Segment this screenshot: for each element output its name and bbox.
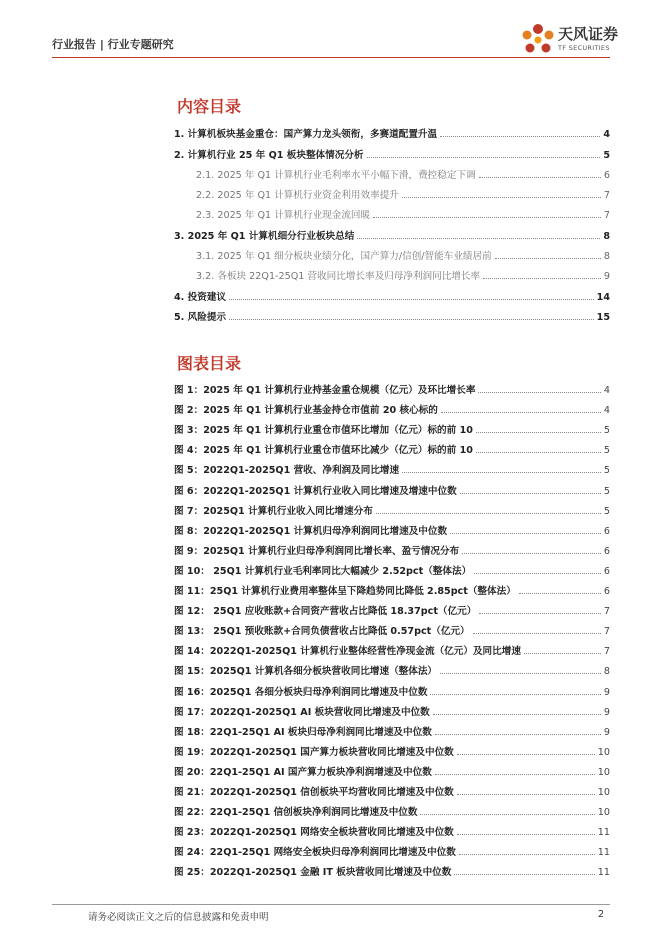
figures-list (174, 376, 610, 878)
dot-leader (478, 392, 600, 393)
figure-entry-page: 5 (603, 465, 610, 477)
figure-entry-text: 图 13： 25Q1 预收账款+合同负债营收占比降低 0.57pct（亿元） (174, 626, 470, 638)
figure-entry-page: 6 (603, 525, 610, 537)
dot-leader (402, 472, 601, 473)
figure-entry[interactable] (174, 497, 610, 517)
figure-entry-text: 图 15：2025Q1 计算机各细分板块营收同比增速（整体法） (174, 666, 438, 678)
toc-entry-page: 9 (603, 271, 610, 283)
figure-entry[interactable] (174, 416, 610, 436)
figure-entry-text: 图 1：2025 年 Q1 计算机行业持基金重仓规模（亿元）及环比增长率 (174, 385, 476, 397)
figure-entry-page: 5 (603, 445, 610, 457)
dot-leader (433, 714, 601, 715)
toc-entry-text: 3.2. 各板块 22Q1-25Q1 营收同比增长率及归母净利润同比增长率 (196, 271, 481, 283)
figure-entry-text: 图 18：22Q1-25Q1 AI 板块归母净利润同比增速及中位数 (174, 726, 432, 738)
toc-entry[interactable] (174, 282, 610, 302)
toc-entry-text: 2.3. 2025 年 Q1 计算机行业现金流回暖 (196, 210, 371, 222)
dot-leader (495, 258, 601, 259)
page-number: 2 (598, 909, 605, 920)
dot-leader (229, 299, 594, 300)
toc-entry-text: 2.1. 2025 年 Q1 计算机行业毛利率水平小幅下滑，费控稳定下调 (196, 169, 476, 181)
toc-entry-text: 3.1. 2025 年 Q1 细分板块业绩分化，国产算力/信创/智能车业绩居前 (196, 251, 492, 263)
dot-leader (483, 278, 601, 279)
header-divider (52, 57, 610, 58)
figure-entry-text: 图 23：2022Q1-2025Q1 网络安全板块营收同比增速及中位数 (174, 827, 454, 839)
figure-entry-text: 图 3：2025 年 Q1 计算机行业重仓市值环比增加（亿元）标的前 10 (174, 425, 473, 437)
toc-entry[interactable] (174, 221, 610, 241)
toc-entry-page: 6 (603, 169, 610, 181)
dot-leader (440, 136, 600, 137)
figure-entry-text: 图 10： 25Q1 计算机行业毛利率同比大幅减少 2.52pct（整体法） (174, 565, 472, 577)
figure-entry[interactable] (174, 718, 610, 738)
figure-entry-text: 图 6：2022Q1-2025Q1 计算机行业收入同比增速及增速中位数 (174, 485, 457, 497)
figure-entry-page: 8 (603, 666, 610, 678)
contents-title: 内容目录 (177, 97, 242, 116)
toc-entry[interactable] (174, 181, 610, 201)
figure-entry-text: 图 12： 25Q1 应收账款+合同资产营收占比降低 18.37pct（亿元） (174, 606, 477, 618)
figure-entry-text: 图 11：25Q1 计算机行业费用率整体呈下降趋势同比降低 2.85pct（整体法） (174, 586, 516, 598)
figure-entry[interactable] (174, 818, 610, 838)
dot-leader (430, 694, 600, 695)
brand-name: 天风证券 (558, 25, 619, 43)
dot-leader (376, 513, 601, 514)
figure-entry-text: 图 16：2025Q1 各细分板块归母净利润同比增速及中位数 (174, 686, 428, 698)
toc-entry-page: 14 (596, 291, 610, 303)
dot-leader (457, 834, 595, 835)
figures-title: 图表目录 (177, 354, 242, 373)
toc-entry[interactable] (174, 120, 610, 140)
dot-leader (457, 754, 595, 755)
figure-entry[interactable] (174, 517, 610, 537)
figure-entry-page: 4 (603, 405, 610, 417)
figure-entry-page: 9 (603, 726, 610, 738)
figure-entry-page: 10 (597, 766, 610, 778)
dot-leader (479, 613, 601, 614)
dot-leader (435, 734, 601, 735)
figure-entry[interactable] (174, 698, 610, 718)
figure-entry-text: 图 17：2022Q1-2025Q1 AI 板块营收同比增速及中位数 (174, 706, 430, 718)
figure-entry-text: 图 25：2022Q1-2025Q1 金融 IT 板块营收同比增速及中位数 (174, 867, 452, 879)
figure-entry-page: 5 (603, 425, 610, 437)
figure-entry[interactable] (174, 738, 610, 758)
dot-leader (460, 493, 601, 494)
figure-entry-page: 11 (597, 867, 610, 879)
figure-entry[interactable] (174, 436, 610, 456)
dot-leader (441, 412, 601, 413)
dot-leader (440, 673, 601, 674)
dot-leader (462, 553, 601, 554)
figure-entry[interactable] (174, 677, 610, 697)
footer-divider (52, 904, 610, 905)
footer-disclaimer: 请务必阅读正文之后的信息披露和免责申明 (88, 912, 269, 923)
figure-entry[interactable] (174, 858, 610, 878)
figure-entry-page: 11 (597, 827, 610, 839)
figure-entry-text: 图 20：22Q1-25Q1 AI 国产算力板块净利润增速及中位数 (174, 766, 432, 778)
dot-leader (357, 238, 600, 239)
figure-entry[interactable] (174, 396, 610, 416)
figure-entry[interactable] (174, 577, 610, 597)
figure-entry-text: 图 4：2025 年 Q1 计算机行业重仓市值环比减少（亿元）标的前 10 (174, 445, 473, 457)
report-category: 行业报告 | 行业专题研究 (52, 38, 174, 51)
figure-entry[interactable] (174, 798, 610, 818)
dot-leader (459, 854, 595, 855)
figure-entry-page: 9 (603, 706, 610, 718)
toc-entry-text: 2. 计算机行业 25 年 Q1 板块整体情况分析 (174, 149, 364, 161)
figure-entry-page: 10 (597, 786, 610, 798)
toc-entry-text: 3. 2025 年 Q1 计算机细分行业板块总结 (174, 230, 355, 242)
dot-leader (519, 593, 601, 594)
dot-leader (373, 217, 601, 218)
figure-entry-page: 10 (597, 746, 610, 758)
toc-entry-page: 15 (596, 311, 610, 323)
toc-entry-page: 8 (603, 230, 610, 242)
figure-entry[interactable] (174, 637, 610, 657)
dot-leader (476, 432, 601, 433)
toc-entry-page: 5 (603, 149, 610, 161)
contents-list (174, 120, 610, 323)
figure-entry[interactable] (174, 476, 610, 496)
figure-entry-page: 6 (603, 586, 610, 598)
figure-entry-text: 图 2：2025 年 Q1 计算机行业基金持仓市值前 20 核心标的 (174, 405, 438, 417)
figure-entry[interactable] (174, 557, 610, 577)
figure-entry[interactable] (174, 456, 610, 476)
figure-entry-text: 图 24：22Q1-25Q1 网络安全板块归母净利润同比增速及中位数 (174, 847, 456, 859)
figure-entry-page: 11 (597, 847, 610, 859)
figure-entry-text: 图 14：2022Q1-2025Q1 计算机行业整体经营性净现金流（亿元）及同比增速 (174, 646, 521, 658)
figure-entry[interactable] (174, 778, 610, 798)
dot-leader (229, 319, 594, 320)
dot-leader (420, 814, 594, 815)
figure-entry-text: 图 19：2022Q1-2025Q1 国产算力板块营收同比增速及中位数 (174, 746, 454, 758)
toc-entry-page: 4 (603, 129, 610, 141)
dot-leader (450, 533, 601, 534)
figure-entry-page: 7 (603, 626, 610, 638)
toc-entry-page: 7 (603, 210, 610, 222)
figure-entry[interactable] (174, 617, 610, 637)
brand-flower-icon (518, 20, 558, 60)
toc-entry[interactable] (174, 262, 610, 282)
dot-leader (457, 794, 595, 795)
figure-entry-page: 7 (603, 646, 610, 658)
dot-leader (474, 573, 601, 574)
figure-entry-page: 5 (603, 485, 610, 497)
dot-leader (402, 197, 601, 198)
figure-entry-page: 7 (603, 606, 610, 618)
toc-entry[interactable] (174, 201, 610, 221)
toc-entry-page: 7 (603, 190, 610, 202)
figure-entry-text: 图 9：2025Q1 计算机行业归母净利润同比增长率、盈亏情况分布 (174, 545, 460, 557)
figure-entry-page: 4 (603, 385, 610, 397)
dot-leader (435, 774, 595, 775)
figure-entry[interactable] (174, 537, 610, 557)
toc-entry-text: 4. 投资建议 (174, 291, 227, 303)
brand-logo (518, 20, 638, 60)
dot-leader (454, 874, 594, 875)
brand-name-en: TF SECURITIES (558, 44, 610, 52)
figure-entry-page: 6 (603, 545, 610, 557)
figure-entry[interactable] (174, 758, 610, 778)
dot-leader (367, 157, 601, 158)
dot-leader (479, 177, 601, 178)
figure-entry[interactable] (174, 838, 610, 858)
figure-entry-text: 图 8：2022Q1-2025Q1 计算机归母净利润同比增速及中位数 (174, 525, 448, 537)
figure-entry-text: 图 5：2022Q1-2025Q1 营收、净利润及同比增速 (174, 465, 400, 477)
figure-entry-page: 5 (603, 505, 610, 517)
figure-entry[interactable] (174, 597, 610, 617)
toc-entry[interactable] (174, 161, 610, 181)
dot-leader (476, 452, 601, 453)
toc-entry[interactable] (174, 303, 610, 323)
toc-entry-text: 2.2. 2025 年 Q1 计算机行业资金利用效率提升 (196, 190, 399, 202)
figure-entry-text: 图 7：2025Q1 计算机行业收入同比增速分布 (174, 505, 373, 517)
figure-entry-page: 10 (597, 807, 610, 819)
toc-entry[interactable] (174, 140, 610, 160)
figure-entry[interactable] (174, 657, 610, 677)
figure-entry[interactable] (174, 376, 610, 396)
figure-entry-page: 9 (603, 686, 610, 698)
figure-entry-text: 图 21：2022Q1-2025Q1 信创板块平均营收同比增速及中位数 (174, 786, 454, 798)
toc-entry[interactable] (174, 242, 610, 262)
dot-leader (524, 653, 601, 654)
toc-entry-text: 5. 风险提示 (174, 311, 227, 323)
toc-entry-text: 1. 计算机板块基金重仓：国产算力龙头领衔，多赛道配置升温 (174, 129, 438, 141)
toc-entry-page: 8 (603, 251, 610, 263)
figure-entry-text: 图 22：22Q1-25Q1 信创板块净利润同比增速及中位数 (174, 807, 418, 819)
figure-entry-page: 6 (603, 565, 610, 577)
dot-leader (473, 633, 601, 634)
